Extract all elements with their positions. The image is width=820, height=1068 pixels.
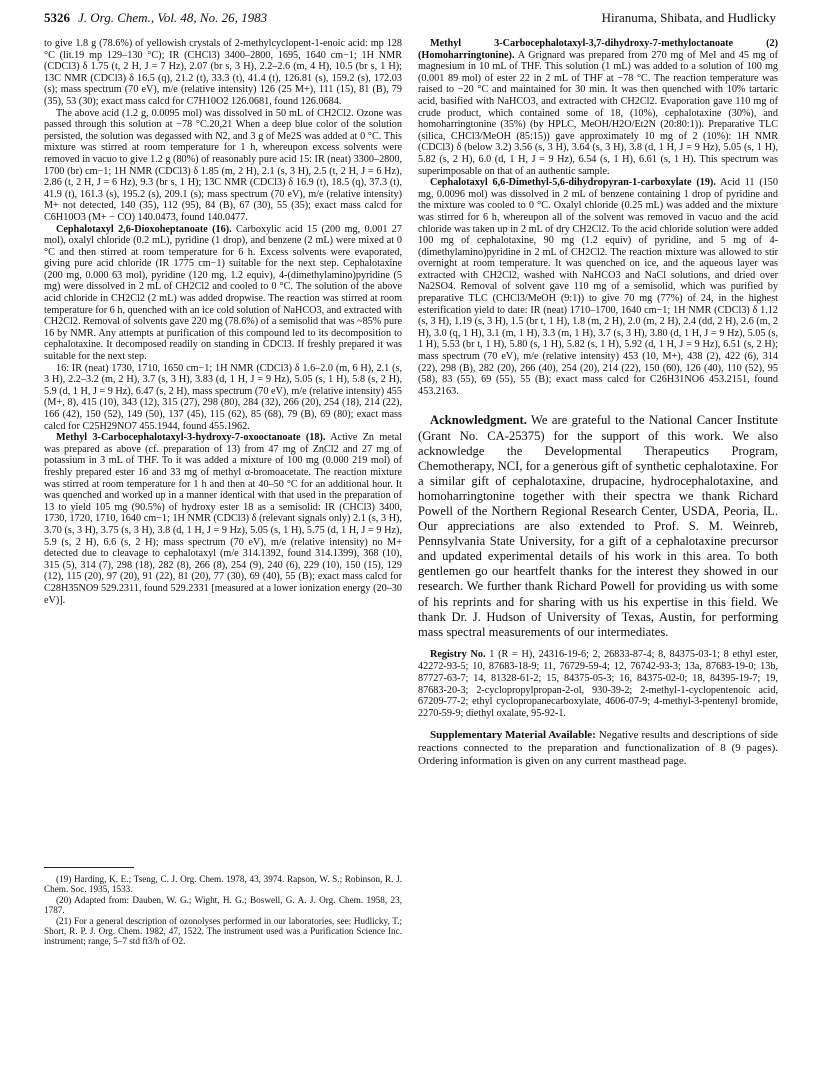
- section-heading: Cephalotaxyl 6,6-Dimethyl-5,6-dihydropyran-1-carboxylate (19).: [430, 177, 716, 189]
- section-homoharringtonine: [418, 38, 778, 177]
- footnote-21: (21) For a general description of ozonolyses performed in our laboratories, see: Hudlicky, T.; Short, R. P. J. Org. Chem. 1982, 47, 1522. The instrument used was a Purification Science Inc. instrument; range, 5–7 std ft3/h of O2.: [44, 915, 402, 947]
- registry-body: 1 (R = H), 24316-19-6; 2, 26833-87-4; 8, 84375-03-1; 8 ethyl ester, 42272-93-5; 10, 87683-18-9; 11, 76729-59-4; 12, 76742-93-3; 13a, 87683-19-0; 13b, 87727-63-7; 14, 81328-61-2; 15, 84375-05-3; 16, 84375-02-0; 18, 84395-19-7; 19, 87683-20-3; 2-cyclopropylpropan-2-ol, 930-39-2; 2-methyl-1-cyclopentenoic acid, 67209-77-2; ethyl cyclopropanecarboxylate, 4606-07-9; 4-methyl-3-pentenyl bromide, 2270-59-9; diethyl oxalate, 95-92-1.: [418, 648, 778, 720]
- section-ester-19: [418, 177, 778, 397]
- footnote-19: (19) Harding, K. E.; Tseng, C. J. Org. Chem. 1978, 43, 3974. Rapson, W. S.; Robinson, R. J. Chem. Soc. 1935, 1533.: [44, 874, 402, 895]
- page-number: 5326: [44, 10, 70, 25]
- right-column: [418, 38, 778, 768]
- section-body: Acid 11 (150 mg, 0.0096 mol) was dissolved in 2 mL of benzene containing 1 drop of pyridine and the mixture was cooled to 0 °C. Oxalyl chloride (0.25 mL) was added and the mixture was stirred for 6 h, whereupon all of the solvent was removed in vacuo and the acid chloride was taken up in 2 mL of dry CH2Cl2. To the acid chloride solution were added 100 mg of cephalotaxine, 90 mg (1.2 equiv) of pyridine, and 5 mg of 4-(dimethylamino)pyridine in 2 mL of CH2Cl2. The reaction mixture was allowed to stir overnight at room temperature. It was quenched on ice, and the aqueous layer was extracted with CH2Cl2, washed with NaHCO3 and NaCl solutions, and dried over Na2SO4. Removal of solvent gave 110 mg of a semisolid, which was purified by preparative TLC (CHCl3/MeOH (9:1)) to give 70 mg (77%) of 24, in the highest esterification yield to date: IR (neat) 1710–1700, 1640 cm−1; 1H NMR (CDCl3) δ 1.12 (s, 3 H), 1.19 (s, 3 H), 1.5 (br t, 1 H), 1.8 (m, 2 H), 2.0 (m, 2 H), 2.4 (dd, 2 H), 2.6 (m, 2 H), 3.0 (q, 1 H), 3.1 (m, 1 H), 3.3 (m, 1 H), 3.7 (s, 3 H), 3.80 (d, 1 H, J = 9 Hz), 5.05 (s, 1 H), 5.53 (br t, 1 H), 5.80 (s, 1 H), 5.82 (s, 1 H), 5.92 (d, 1 H, J = 9 Hz), 6.51 (s, 2 H); mass spectrum (70 eV), m/e (relative intensity) 453 (10, M+), 438 (2), 422 (6), 314 (22), 298 (B), 282 (20), 266 (40), 254 (20), 214 (22), 150 (60), 126 (40), 110 (52), 95 (58), 83 (55), 69 (55), 55 (B); exact mass calcd for C26H31NO6 453.2151, found 453.2163.: [418, 177, 778, 397]
- footnote-20: (20) Adapted from: Dauben, W. G.; Wight, H. G.; Boswell, G. A. J. Org. Chem. 1958, 23, 1787.: [44, 894, 402, 916]
- section-body: A Grignard was prepared from 270 mg of MeI and 45 mg of magnesium in 10 mL of THF. This solution (1 mL) was added to a solution of 100 mg (0.001 89 mol) of ester 22 in 2 mL of THF at −78 °C. The reaction temperature was raised to −20 °C and maintained for 30 min. It was then quenched with 10% tartaric acid, basified with NaHCO3, and extracted with CH2Cl2. Evaporation gave 110 mg of crude product, which contained some of 18, (10%), cephalotaxine (30%), and homoharringtonine (35%) (by HPLC, MeOH/H2O/Et2N (20:80:1)). Preparative TLC (silica, CHCl3/MeOH (85:15)) gave approximately 10 mg of 2 (10%): 1H NMR (CDCl3) δ (below 3.2) 3.56 (s, 3 H), 3.64 (s, 3 H), 3.8 (d, 1 H, J = 9 Hz), 5.05 (s, 1 H), 5.82 (s, 2 H), 6.0 (d, 1 H, J = 9 Hz), 6.54 (s, 1 H), 6.61 (s, 1 H). This spectrum was superimposable on that of an authentic sample.: [418, 49, 778, 177]
- acknowledgment: [418, 413, 778, 639]
- left-column: [44, 38, 402, 606]
- section-hydroxy-ester-18: [44, 432, 402, 606]
- footnotes: [44, 874, 402, 947]
- section-body: Active Zn metal was prepared as above (cf. preparation of 13) from 47 mg of ZnCl2 and 27 mg of potassium in 3 mL of THF. To it was added a mixture of 100 mg (0.000 219 mol) of freshly prepared ester 16 and 33 mg of methyl α-bromoacetate. The reaction mixture was stirred at room temperature for 1 h and then at 40–50 °C for an additional hour. It was quenched and worked up in a manner identical with that used in the preparation of 13 to yield 105 mg (90.5%) of hydroxy ester 18 as a semisolid: IR (CHCl3) 3400, 1730, 1720, 1710, 1640 cm−1; 1H NMR (CDCl3) δ (relevant signals only) 2.1 (s, 3 H), 3.70 (s, 3 H), 3.75 (s, 3 H), 3.8 (d, 1 H, J = 9 Hz), 5.05 (s, 1 H), 5.75 (d, 1 H, J = 9 Hz), 5.9 (s, 2 H), 6.6 (s, 2 H); mass spectrum (70 eV), m/e (relative intensity) no M+ detected due to cleavage to cephalotaxyl (m/e 314.1392, found 314.1399), 368 (10), 315 (5), 314 (7), 298 (18), 282 (8), 266 (8), 254 (9), 240 (6), 229 (10), 150 (15), 129 (12), 115 (20), 97 (20), 91 (22), 81 (20), 77 (30), 69 (40), 55 (B); exact mass calcd for C28H35NO9 529.2311, found 529.2331 [measured at a lower ionization energy (20–30 eV)].: [44, 432, 402, 606]
- supplementary-body: Negative results and descriptions of side reactions connected to the preparation and functionalization of 8 (9 pages). Ordering information is given on any current masthead page.: [418, 729, 778, 768]
- section-heading: Methyl 3-Carbocephalotaxyl-3,7-dihydroxy-7-methyloctanoate (2) (Homoharringtonine).: [418, 38, 778, 61]
- supplementary-block: [418, 729, 778, 768]
- acknowledgment-heading: Acknowledgment.: [430, 413, 527, 428]
- supplementary-heading: Supplementary Material Available:: [430, 729, 596, 742]
- supplementary-material: [418, 729, 778, 768]
- footnote-rule: [44, 867, 134, 868]
- paragraph-acid-prep: to give 1.8 g (78.6%) of yellowish crystals of 2-methylcyclopent-1-enoic acid: mp 128 °C (lit.19 mp 129–130 °C); IR (CHCl3) 3400–2800, 1695, 1640 cm−1; 1H NMR (CDCl3) δ 1.75 (t, 2 H, J = 7 Hz), 2.07 (br s, 3 H), 2.2–2.6 (m, 4 H), 10.5 (br s, 1 H); 13C NMR (CDCl3) δ 16.5 (q), 21.2 (t), 33.3 (t), 41.4 (t), 126.81 (s), 159.2 (s), 172.03 (s); mass spectrum (70 eV), m/e (relative intensity) 126 (25 M+), 111 (15), 81 (B), 79 (35), 53 (30); exact mass calcd for C7H10O2 126.0681, found 126.0684.: [44, 38, 402, 107]
- section-ester-16: [44, 224, 402, 363]
- paragraph-ozonolysis: The above acid (1.2 g, 0.0095 mol) was dissolved in 50 mL of CH2Cl2. Ozone was passed through this solution at −78 °C.20,21 When a deep blue color of the solution persisted, the solution was degassed with N2, and 3 g of Me2S was added at 0 °C. This mixture was stirred at room temperature for 1 h, whereupon excess solvents were removed in vacuo to give 1.2 g (80%) of reasonably pure acid 15: IR (neat) 3300–2800, 1700 (br) cm−1; 1H NMR (CDCl3) δ 1.85 (m, 2 H), 2.1 (s, 3 H), 2.5 (t, 2 H, J = 6 Hz), 2.86 (t, 2 H, J = 6 Hz), 9.3 (br s, 1 H); 13C NMR (CDCl3) δ 16.9 (t), 18.5 (q), 37.3 (t), 41.9 (t), 161.3 (s), 195.2 (s), 209.1 (s); mass spectrum (70 eV), m/e (relative intensity) M+ not detected, 140 (35), 112 (95), 84 (B), 67 (30), 55 (35); exact mass calcd for C6H10O3 (M+ − CO) 140.0473, found 140.0477.: [44, 107, 402, 223]
- registry-numbers: [418, 649, 778, 720]
- registry-block: [418, 649, 778, 720]
- running-authors: Hiranuma, Shibata, and Hudlicky: [601, 10, 776, 25]
- acknowledgment-body: We are grateful to the National Cancer Institute (Grant No. CA-25375) for the support of this work. We also acknowledge the Developmental Therapeutics Program, Chemotherapy, NCI, for a generous gift of synthetic cephalotaxine. For a similar gift of cephalotaxine, drupacine, hydrocephalotaxine, and homoharringtonine together with their spectra we thank Richard Powell of the Northern Regional Research Center, USDA, Peoria, IL. Our appreciations are also extended to Prof. S. M. Weinreb, Pennsylvania State University, for a gift of a cephalotaxine precursor and updated experimental details of his work in this area. To both gentlemen go our heartfelt thanks for the interest they showed in our research. We further thank Richard Powell for providing us with some of his reprints and for sharing with us his expertise in this field. We thank Dr. J. Hudson of University of Texas, Austin, for performing mass spectral measurements of our intermediates.: [418, 413, 778, 639]
- acknowledgment-block: [418, 413, 778, 639]
- section-heading: Methyl 3-Carbocephalotaxyl-3-hydroxy-7-oxooctanoate (18).: [56, 432, 326, 444]
- paragraph-16-spectra: 16: IR (neat) 1730, 1710, 1650 cm−1; 1H NMR (CDCl3) δ 1.6–2.0 (m, 6 H), 2.1 (s, 3 H), 2.2–3.2 (m, 2 H), 3.7 (s, 3 H), 3.83 (d, 1 H, J = 9 Hz), 5.05 (s, 1 H), 5.8 (s, 2 H), 5.9 (d, 1 H, J = 9 Hz), 6.47 (s, 2 H), mass spectrum (70 eV), m/e (relative intensity) 455 (M+, 8), 415 (10), 343 (12), 315 (27), 298 (80), 284 (32), 266 (20), 254 (18), 214 (22), 166 (42), 150 (52), 149 (50), 137 (45), 115 (62), 85 (68), 79 (B), 69 (80); exact mass calcd for C25H29NO7 455.1944, found 455.1962.: [44, 362, 402, 432]
- page-header: [44, 10, 776, 28]
- journal-citation: J. Org. Chem., Vol. 48, No. 26, 1983: [78, 10, 268, 25]
- section-heading: Cephalotaxyl 2,6-Dioxoheptanoate (16).: [56, 223, 232, 235]
- registry-heading: Registry No.: [430, 648, 486, 660]
- section-body: Carboxylic acid 15 (200 mg, 0.001 27 mol), oxalyl chloride (0.2 mL), pyridine (1 drop), and benzene (2 mL) were mixed at 0 °C and then stirred at room temperature for 6 h. Excess solvents were evaporated, giving pure acid chloride (IR 1775 cm−1) suitable for the next step. Cephalotaxine (200 mg, 0.000 63 mol), pyridine (120 mg, 1.2 equiv), 4-(dimethylamino)pyridine (5 mg) were dissolved in 2 mL of CH2Cl2 and cooled to 0 °C. The solution of the above acid chloride in CH2Cl2 (2 mL) was added dropwise. The reaction was stirred at room temperature for 6 h, quenched with an ice cold solution of NaHCO3, and extracted with CH2Cl2. Removal of solvents gave 220 mg (78.6%) of a semisolid that was ~85% pure 16 by NMR. Any attempts at purification of this compound led to its decomposition to cephalotaxine. It decomposed readily on standing in CDCl3. If freshly prepared it was suitable for the next step.: [44, 223, 402, 363]
